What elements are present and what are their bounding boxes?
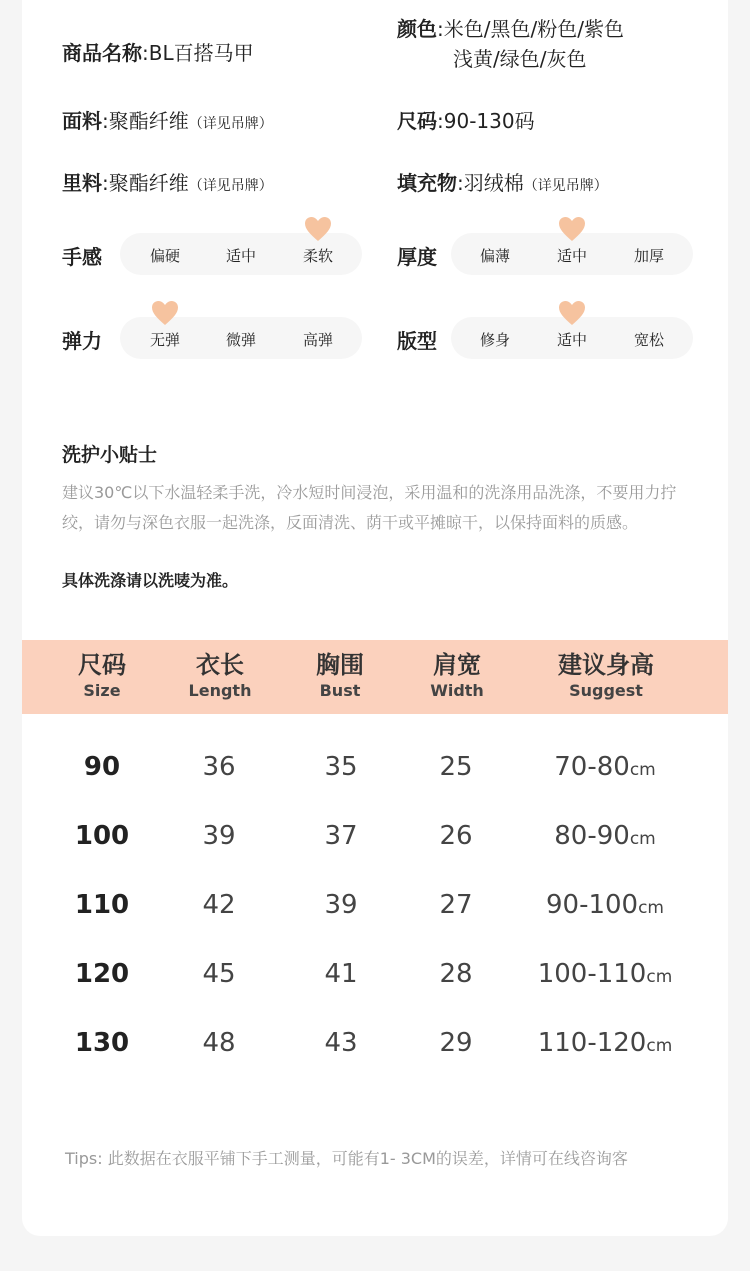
color-row: 颜色:米色/黑色/粉色/紫色 浅黄/绿色/灰色 (397, 17, 624, 71)
color-value-line2: 浅黄/绿色/灰色 (453, 47, 587, 71)
fabric-note: （详见吊牌） (188, 116, 273, 132)
header-cn: 衣长 (196, 651, 244, 679)
header-en: Length (188, 681, 252, 700)
header-cn: 胸围 (316, 651, 364, 679)
table-cell-length (202, 752, 235, 782)
cell-value: 45 (202, 959, 236, 989)
header-suggest (558, 650, 654, 702)
care-text: 建议30℃以下水温轻柔手洗，冷水短时间浸泡，采用温和的洗涤用品洗涤，不要用力拧绞，请勿与深色衣服一起洗涤，反面清洗、荫干或平摊晾干，以保持面料的质感。 (62, 483, 677, 532)
fabric-key: 面料 (62, 109, 102, 133)
fabric-value: 聚酯纤维 (108, 109, 189, 133)
rating-option: 柔软 (302, 247, 334, 265)
table-cell-size (84, 752, 120, 782)
cell-value: 39 (202, 821, 236, 851)
rating-option: 微弹 (225, 331, 257, 349)
header-cn: 肩宽 (433, 651, 481, 679)
product-name-row: 商品名称:BL百搭马甲 (62, 41, 254, 65)
header-length (189, 650, 252, 702)
table-cell-length (202, 821, 235, 851)
table-cell-width (439, 890, 472, 920)
table-cell-width (439, 752, 472, 782)
unit-label: cm (646, 1036, 673, 1056)
header-en: Bust (319, 681, 361, 700)
table-cell-height (546, 890, 664, 920)
table-cell-size (75, 959, 129, 989)
cell-value: 100 (74, 821, 130, 851)
cell-value: 90 (83, 752, 121, 782)
header-width (430, 650, 484, 702)
care-note: 具体洗涤请以洗唛为准。 (62, 571, 239, 590)
header-bust (316, 650, 364, 702)
filling-note: （详见吊牌） (523, 178, 608, 194)
unit-label: cm (629, 760, 656, 780)
lining-key: 里料 (62, 171, 102, 195)
unit-label: cm (629, 829, 656, 849)
table-cell-height (538, 959, 673, 989)
table-cell-length (202, 1028, 235, 1058)
size-range-key: 尺码 (397, 109, 437, 133)
table-cell-width (439, 959, 472, 989)
rating-option: 适中 (556, 331, 588, 349)
header-en: Width (430, 681, 484, 700)
cell-value: 27 (439, 890, 473, 920)
color-value-line1: 米色/黑色/粉色/紫色 (443, 17, 624, 41)
table-cell-width (439, 1028, 472, 1058)
table-cell-height (538, 1028, 673, 1058)
rating-label-feel: 手感 (62, 245, 102, 269)
header-cn: 尺码 (78, 651, 126, 679)
cell-value: 25 (439, 752, 473, 782)
cell-value: 36 (202, 752, 236, 782)
product-name-value: BL百搭马甲 (148, 41, 254, 65)
table-cell-bust (324, 959, 357, 989)
table-cell-size (75, 821, 129, 851)
cell-value: 42 (202, 890, 236, 920)
size-table-header (22, 640, 728, 714)
product-name-key: 商品名称 (62, 41, 142, 65)
table-cell-size (75, 890, 129, 920)
cell-value: 110-120 (537, 1028, 647, 1058)
selected-heart-icon (304, 216, 332, 242)
table-cell-bust (324, 821, 357, 851)
cell-value: 41 (324, 959, 358, 989)
selected-heart-icon (558, 216, 586, 242)
cell-value: 120 (74, 959, 130, 989)
color-key: 颜色 (397, 17, 437, 41)
rating-option: 高弹 (302, 331, 334, 349)
table-cell-height (554, 752, 655, 782)
cell-value: 43 (324, 1028, 358, 1058)
unit-label: cm (638, 898, 665, 918)
filling-key: 填充物 (397, 171, 457, 195)
cell-value: 28 (439, 959, 473, 989)
filling-row: 填充物:羽绒棉（详见吊牌） (397, 171, 608, 195)
rating-option: 适中 (225, 247, 257, 265)
lining-row: 里料:聚酯纤维（详见吊牌） (62, 171, 273, 195)
rating-option: 加厚 (633, 247, 665, 265)
selected-heart-icon (151, 300, 179, 326)
rating-option: 宽松 (633, 331, 665, 349)
tips-text: Tips: 此数据在衣服平铺下手工测量，可能有1- 3CM的误差，详情可在线咨询客 (65, 1149, 628, 1168)
rating-label-elasticity: 弹力 (62, 329, 102, 353)
table-cell-width (439, 821, 472, 851)
cell-value: 37 (324, 821, 358, 851)
fabric-row: 面料:聚酯纤维（详见吊牌） (62, 109, 273, 133)
filling-value: 羽绒棉 (463, 171, 524, 195)
header-en: Suggest (569, 681, 643, 700)
rating-option: 无弹 (149, 331, 181, 349)
header-en: Size (83, 681, 121, 700)
size-range-value: 90-130码 (443, 109, 535, 133)
rating-option: 适中 (556, 247, 588, 265)
table-cell-size (75, 1028, 129, 1058)
cell-value: 70-80 (554, 752, 630, 782)
rating-label-fit: 版型 (397, 329, 437, 353)
cell-value: 90-100 (545, 890, 639, 920)
rating-option: 偏薄 (479, 247, 511, 265)
table-cell-height (554, 821, 655, 851)
rating-option: 偏硬 (149, 247, 181, 265)
table-cell-length (202, 890, 235, 920)
cell-value: 26 (439, 821, 473, 851)
rating-option: 修身 (479, 331, 511, 349)
selected-heart-icon (558, 300, 586, 326)
cell-value: 130 (74, 1028, 130, 1058)
table-cell-bust (324, 752, 357, 782)
rating-label-thickness: 厚度 (397, 245, 437, 269)
header-cn: 建议身高 (558, 651, 654, 679)
size-range-row: 尺码:90-130码 (397, 109, 535, 133)
cell-value: 39 (324, 890, 358, 920)
table-cell-bust (324, 890, 357, 920)
table-cell-length (202, 959, 235, 989)
cell-value: 29 (439, 1028, 473, 1058)
lining-value: 聚酯纤维 (108, 171, 189, 195)
cell-value: 80-90 (554, 821, 630, 851)
cell-value: 100-110 (537, 959, 647, 989)
table-cell-bust (324, 1028, 357, 1058)
lining-note: （详见吊牌） (188, 178, 273, 194)
care-title: 洗护小贴士 (62, 444, 158, 466)
cell-value: 35 (324, 752, 358, 782)
cell-value: 110 (74, 890, 130, 920)
unit-label: cm (646, 967, 673, 987)
header-size (78, 650, 126, 702)
cell-value: 48 (202, 1028, 236, 1058)
